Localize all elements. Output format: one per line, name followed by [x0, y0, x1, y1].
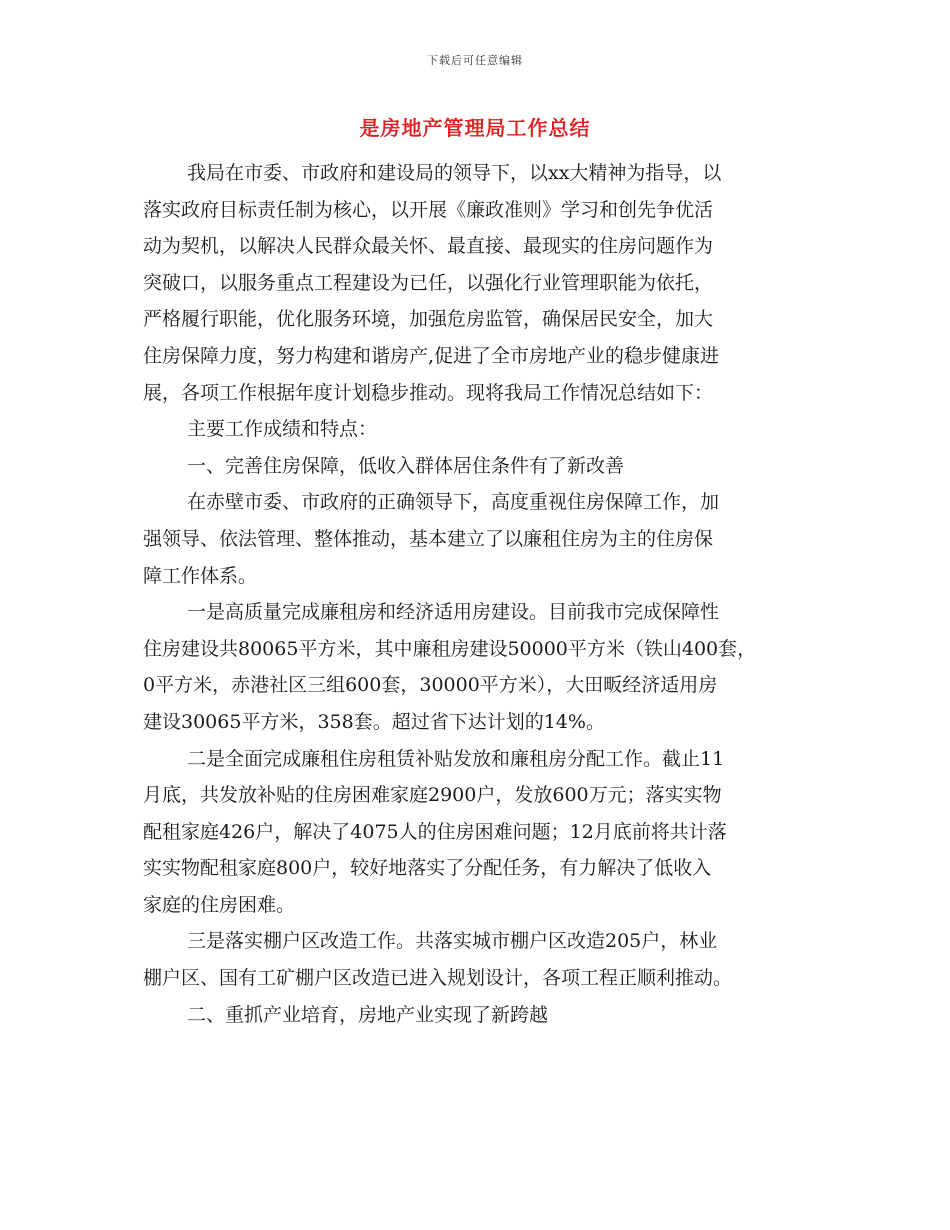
body-line: 展，各项工作根据年度计划稳步推动。现将我局工作情况总结如下： [143, 381, 714, 404]
body-line: 动为契机，以解决人民群众最关怀、最直接、最现实的住房问题作为 [143, 235, 714, 258]
body-line: 落实政府目标责任制为核心，以开展《廉政准则》学习和创先争优活 [143, 198, 714, 221]
header-note: 下载后可任意编辑 [427, 54, 523, 67]
body-line: 0平方米，赤港社区三组600套，30000平方米），大田畈经济适用房 [143, 674, 718, 697]
body-line: 月底，共发放补贴的住房困难家庭2900户，发放600万元；落实实物 [143, 784, 722, 807]
body-line: 二是全面完成廉租住房租赁补贴发放和廉租房分配工作。截止11 [187, 747, 725, 770]
body-line: 主要工作成绩和特点： [187, 418, 378, 441]
body-line: 在赤壁市委、市政府的正确领导下，高度重视住房保障工作，加 [187, 491, 720, 514]
body-line: 三是落实棚户区改造工作。共落实城市棚户区改造205户，林业 [187, 930, 718, 953]
body-line: 严格履行职能，优化服务环境，加强危房监管，确保居民安全，加大 [143, 308, 714, 331]
body-line: 家庭的住房困难。 [143, 893, 296, 916]
body-line: 二、重抓产业培育，房地产业实现了新跨越 [187, 1003, 549, 1026]
body-line: 建设30065平方米，358套。超过省下达计划的14%。 [143, 710, 605, 733]
body-line: 突破口，以服务重点工程建设为已任，以强化行业管理职能为依托， [143, 271, 714, 294]
body-line: 住房保障力度，努力构建和谐房产,促进了全市房地产业的稳步健康进 [143, 344, 720, 367]
body-line: 我局在市委、市政府和建设局的领导下，以xx大精神为指导，以 [187, 162, 722, 184]
body-line: 配租家庭426户，解决了4075人的住房困难问题；12月底前将共计落 [143, 820, 727, 843]
document-title: 是房地产管理局工作总结 [359, 116, 591, 140]
body-line: 棚户区、国有工矿棚户区改造已进入规划设计，各项工程正顺利推动。 [143, 967, 733, 990]
body-line: 住房建设共80065平方米，其中廉租房建设50000平方米（铁山400套， [143, 637, 757, 660]
body-line: 强领导、依法管理、整体推动，基本建立了以廉租住房为主的住房保 [143, 527, 714, 550]
document-body [143, 155, 808, 1033]
body-line: 一、完善住房保障，低收入群体居住条件有了新改善 [187, 454, 625, 477]
body-line: 实实物配租家庭800户，较好地落实了分配任务，有力解决了低收入 [143, 857, 712, 880]
body-line: 一是高质量完成廉租房和经济适用房建设。目前我市完成保障性 [187, 601, 720, 624]
body-line: 障工作体系。 [143, 564, 258, 587]
